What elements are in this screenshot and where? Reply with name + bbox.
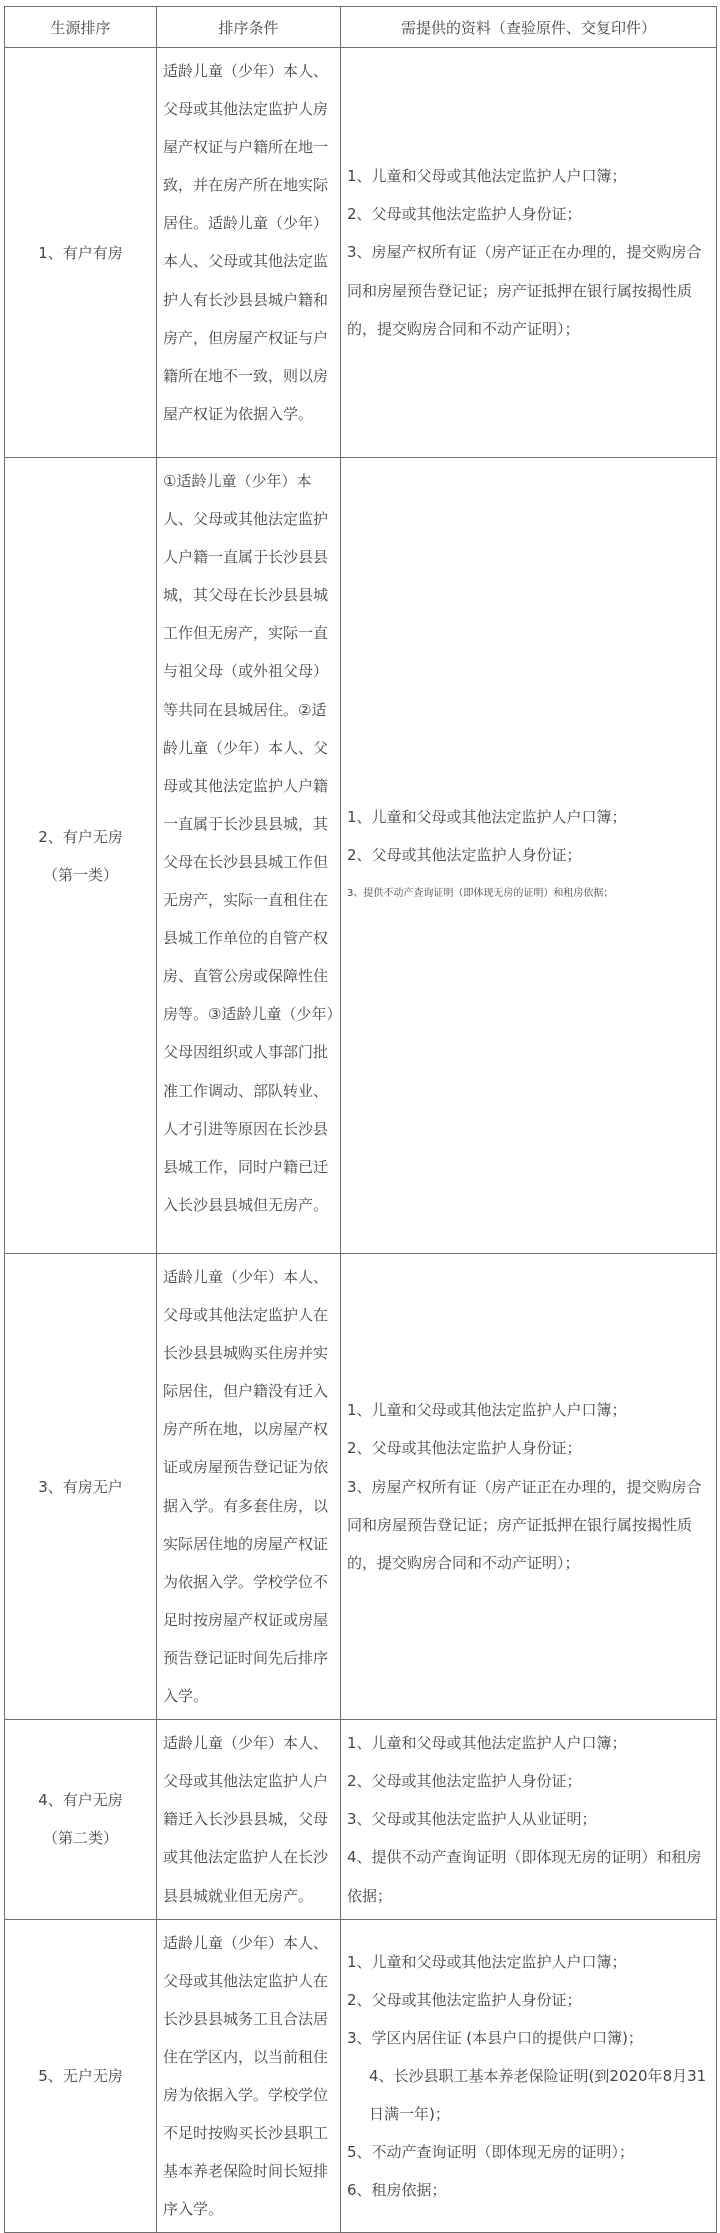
condition-text: 适龄儿童（少年）本人、父母或其他法定监护人在长沙县县城务工且合法居住在学区内，以当前租住房为依据入学。学校学位不足时按购买长沙县职工基本养老保险时间长短排序入学。 [163, 1933, 329, 2219]
header-rank: 生源排序 [5, 7, 157, 48]
materials-cell [341, 1919, 717, 2233]
condition-text: ①适龄儿童（少年）本人、父母或其他法定监护人户籍一直属于长沙县县城，其父母在长沙县县城工作但无房产，实际一直与祖父母（或外祖父母）等共同在县城居住。②适龄儿童（少年）本人、父母或其他法定监护人户籍一直属于长沙县县城，其父母在长沙县县城工作但无房产，实际一直租住在县城工作单位的自管产权房、直管公房或保障性住房等。③适龄儿童（少年）父母因组织或人事部门批准工作调动、部队转业、人才引进等原因在长沙县县城工作，同时户籍已迁入长沙县县城但无房产。 [163, 472, 334, 1214]
rank-sublabel: （第二类） [42, 1829, 118, 1848]
material-item: 1、儿童和父母或其他法定监护人户口簿； [347, 1952, 627, 1971]
rank-label: 5、无户无房 [38, 2066, 123, 2085]
condition-cell [157, 1919, 341, 2233]
rank-cell [5, 48, 157, 458]
materials-cell [341, 458, 717, 1254]
material-item: 6、租房依据； [347, 2181, 447, 2200]
material-item: 2、父母或其他法定监护人身份证； [347, 1439, 582, 1458]
material-item: 1、儿童和父母或其他法定监护人户口簿； [347, 808, 627, 827]
materials-cell [341, 48, 717, 458]
material-item: 4、长沙县职工基本养老保险证明(到2020年8月31日满一年)； [369, 2066, 707, 2124]
material-item: 3、提供不动产查询证明（即体现无房的证明）和租房依据； [347, 887, 614, 899]
table-row [5, 458, 717, 1254]
material-item: 2、父母或其他法定监护人身份证； [347, 846, 582, 865]
condition-cell [157, 1720, 341, 1919]
rank-label: 4、有户无房 [38, 1791, 123, 1810]
condition-text: 适龄儿童（少年）本人、父母或其他法定监护人房屋产权证与户籍所在地一致，并在房产所在地实际居住。适龄儿童（少年）本人、父母或其他法定监护人有长沙县县城户籍和房产，但房屋产权证与户籍所在地不一致，则以房屋产权证为依据入学。 [163, 62, 329, 423]
enrollment-priority-table [4, 6, 717, 2233]
condition-cell [157, 458, 341, 1254]
table-header-row [5, 7, 717, 48]
material-item: 1、儿童和父母或其他法定监护人户口簿； [347, 1734, 627, 1753]
condition-cell [157, 48, 341, 458]
header-condition: 排序条件 [157, 7, 341, 48]
rank-label: 2、有户无房 [38, 827, 123, 846]
material-item: 3、学区内居住证 (本县户口的提供户口簿)； [347, 2028, 644, 2047]
material-item: 3、房屋产权所有证（房产证正在办理的，提交购房合同和房屋预告登记证；房产证抵押在银行属按揭性质的，提交购房合同和不动产证明）； [347, 1477, 702, 1572]
materials-cell [341, 1254, 717, 1720]
table-row [5, 1720, 717, 1919]
condition-text: 适龄儿童（少年）本人、父母或其他法定监护人在长沙县县城购买住房并实际居住，但户籍没有迁入房产所在地，以房屋产权证或房屋预告登记证为依据入学。有多套住房，以实际居住地的房屋产权证为依据入学。学校学位不足时按房屋产权证或房屋预告登记证时间先后排序入学。 [163, 1268, 329, 1706]
material-item: 3、父母或其他法定监护人从业证明； [347, 1810, 597, 1829]
material-item: 1、儿童和父母或其他法定监护人户口簿； [347, 1401, 627, 1420]
material-item: 2、父母或其他法定监护人身份证； [347, 1772, 582, 1791]
rank-sublabel: （第一类） [42, 865, 118, 884]
rank-label: 3、有房无户 [38, 1477, 123, 1496]
material-item: 2、父母或其他法定监护人身份证； [347, 1990, 582, 2009]
rank-cell [5, 1254, 157, 1720]
table-row [5, 1254, 717, 1720]
condition-cell [157, 1254, 341, 1720]
table-row [5, 48, 717, 458]
rank-cell [5, 1919, 157, 2233]
material-item: 3、房屋产权所有证（房产证正在办理的，提交购房合同和房屋预告登记证；房产证抵押在银行属按揭性质的，提交购房合同和不动产证明）； [347, 243, 702, 338]
rank-cell [5, 458, 157, 1254]
table-row [5, 1919, 717, 2233]
condition-text: 适龄儿童（少年）本人、父母或其他法定监护人户籍迁入长沙县县城，父母或其他法定监护人在长沙县县城就业但无房产。 [163, 1734, 329, 1905]
rank-cell [5, 1720, 157, 1919]
material-item: 1、儿童和父母或其他法定监护人户口簿； [347, 167, 627, 186]
header-materials: 需提供的资料（查验原件、交复印件） [341, 7, 717, 48]
material-item: 5、不动产查询证明（即体现无房的证明）； [347, 2143, 635, 2162]
materials-cell [341, 1720, 717, 1919]
rank-label: 1、有户有房 [38, 243, 123, 262]
material-item: 4、提供不动产查询证明（即体现无房的证明）和租房依据； [347, 1848, 702, 1905]
material-item: 2、父母或其他法定监护人身份证； [347, 205, 582, 224]
